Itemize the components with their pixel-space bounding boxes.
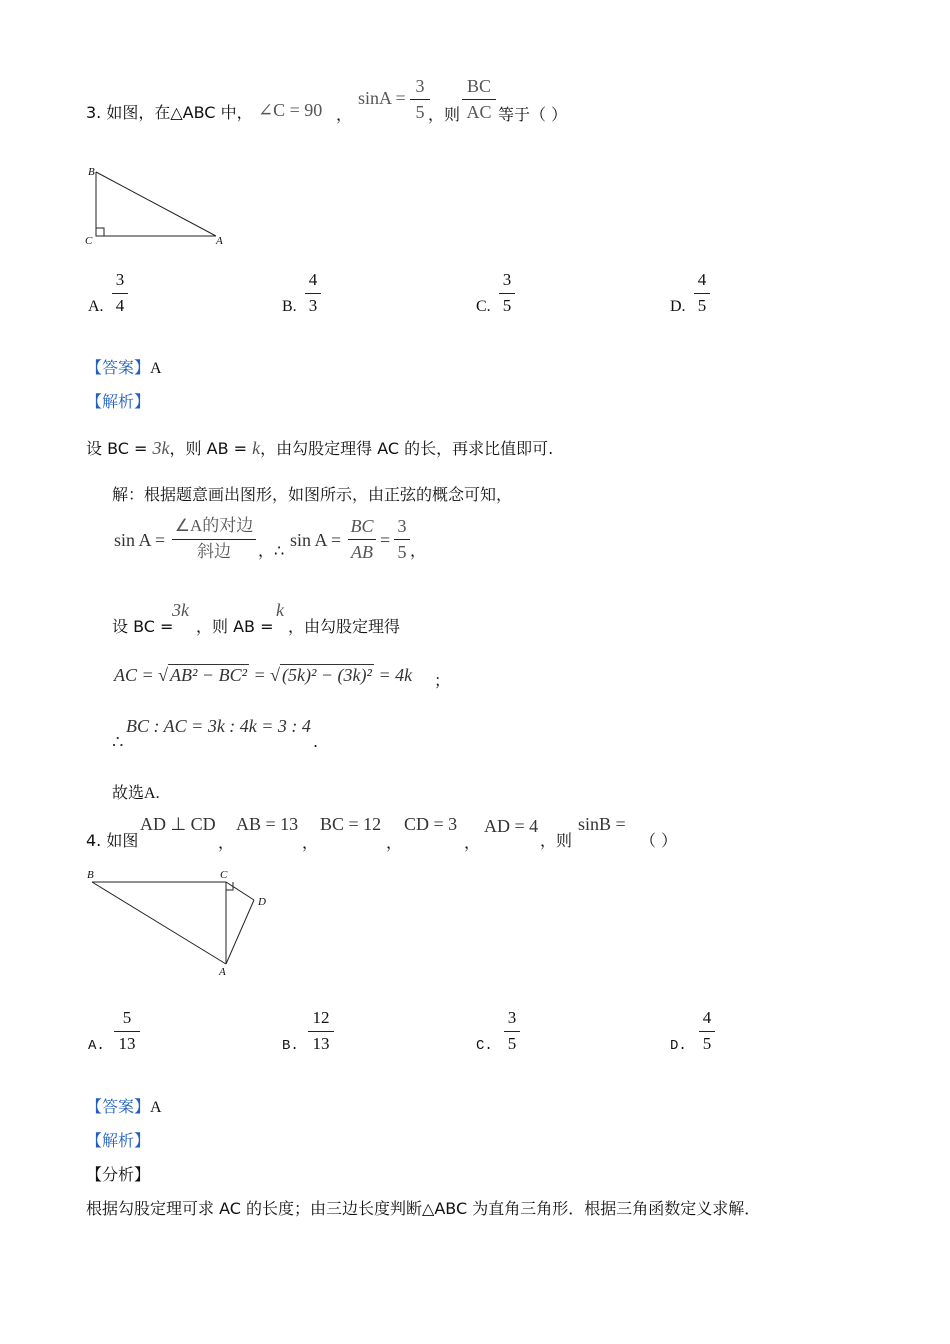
q3-sinA-den: 5 [415, 102, 425, 122]
q3-label-C: C [85, 235, 93, 247]
q4-option-c-den: 5 [507, 1034, 517, 1053]
q3-sin-val-frac1 [348, 516, 376, 562]
q3-sin-def-lhs: sin A = [114, 530, 166, 550]
q4-option-a-bar [114, 1031, 140, 1032]
q3-choose [112, 780, 160, 803]
q3-option-c-num: 3 [502, 270, 512, 289]
q4-cond-1: AD ⊥ CD [140, 814, 216, 834]
q3-label-B: B [88, 166, 95, 178]
q3-option-a-bar [112, 293, 128, 294]
q3-sqrt-sign-1: √ [158, 665, 169, 685]
q3-sinA-num: 3 [415, 76, 425, 96]
q3-ac-lhs: AC = [114, 665, 154, 685]
q4-option-d-bar [699, 1031, 715, 1032]
q3-choose-value: A. [144, 785, 160, 802]
q4-option-a[interactable] [88, 1038, 105, 1054]
q4-sep-1: ， [218, 833, 235, 852]
q4-label-C: C [220, 869, 228, 881]
q4-option-a-fraction [114, 1008, 140, 1054]
q3-therefore: ∴ [112, 732, 124, 752]
q3-stem [86, 100, 253, 123]
q3-ac-end: ； [434, 671, 451, 690]
q3-line1 [86, 436, 553, 459]
q4-option-c-fraction [504, 1008, 520, 1054]
q4-option-d-num: 4 [702, 1008, 712, 1027]
q4-label-A: A [219, 966, 226, 978]
q4-option-b-letter: B. [282, 1038, 299, 1054]
q3-option-c-letter: C. [476, 298, 491, 315]
q3-line1-d: k [252, 438, 261, 458]
q3-option-d-letter: D. [670, 298, 686, 315]
q4-option-d-letter: D. [670, 1038, 687, 1054]
q3-ac-equation [114, 664, 412, 686]
q4-option-b[interactable] [282, 1038, 299, 1054]
q4-option-c[interactable] [476, 1038, 493, 1054]
q4-answer-value: A [150, 1099, 162, 1116]
q4-option-c-num: 3 [507, 1008, 517, 1027]
q3-option-a-letter: A. [88, 298, 104, 315]
q3-option-b[interactable] [282, 298, 297, 316]
q4-option-d-fraction [699, 1008, 715, 1054]
q3-bcac-bar [462, 99, 496, 100]
q3-sin-val-num1: BC [350, 516, 374, 536]
q3-sin-def-sep: ，∴ [258, 541, 285, 560]
q3-ac-rad2: (5k)² − (3k)² [282, 665, 372, 685]
q4-option-d-den: 5 [702, 1034, 712, 1053]
q4-quadrilateral-figure [82, 868, 282, 978]
q3-option-d[interactable] [670, 298, 686, 316]
q4-edge-da [226, 900, 254, 964]
q4-cond-2: AB = 13 [236, 814, 299, 834]
q4-stem [86, 828, 138, 851]
q3-option-a-num: 3 [115, 270, 125, 289]
q4-sep-2: ， [302, 833, 319, 852]
q3-option-c-bar [499, 293, 515, 294]
q3-set-e: ，由勾股定理得 [288, 617, 401, 636]
q3-option-b-letter: B. [282, 298, 297, 315]
q4-option-c-bar [504, 1031, 520, 1032]
q3-option-d-bar [694, 293, 710, 294]
q3-answer-value: A [150, 360, 162, 377]
q4-option-b-num: 12 [312, 1008, 330, 1027]
q4-option-a-letter: A. [88, 1038, 105, 1054]
q3-answer-tag: 【答案】 [86, 358, 151, 377]
q3-ratio: BC : AC = 3k : 4k = 3 : 4 [126, 716, 311, 736]
q4-label-B: B [87, 869, 94, 881]
q4-cond-5: AD = 4 [484, 816, 539, 836]
q3-line1-b: 3k [152, 438, 170, 458]
q3-right-angle-mark [96, 228, 104, 236]
q3-sin-val-frac2 [394, 516, 410, 562]
q3-sin-val-den2: 5 [397, 542, 407, 562]
q4-option-a-num: 5 [122, 1008, 132, 1027]
q4-text-then: ，则 [540, 831, 573, 850]
q3-ac-rhs: = 4k [378, 665, 413, 685]
q3-edge-ba [96, 172, 216, 236]
q4-option-a-den: 13 [118, 1034, 136, 1053]
q3-sin-val-den1: AB [351, 542, 373, 562]
q3-answer [86, 355, 162, 378]
q3-sin-val-num2: 3 [397, 516, 407, 536]
q4-option-b-bar [308, 1031, 334, 1032]
q3-sin-val-eq: = [380, 530, 391, 550]
q3-option-b-bar [305, 293, 321, 294]
q3-angle: ∠C = 90 [258, 100, 323, 120]
q3-line1-e: ，由勾股定理得 AC 的长，再求比值即可. [260, 439, 554, 458]
q3-triangle-figure [82, 162, 232, 252]
q3-ac-rad1: AB² − BC² [170, 665, 247, 685]
q3-text-then: ，则 [428, 105, 461, 124]
q3-option-b-num: 4 [308, 270, 318, 289]
q4-sep-4: ， [464, 833, 481, 852]
q3-ratio-end: . [313, 732, 319, 751]
q4-option-d[interactable] [670, 1038, 687, 1054]
q3-text-after: 等于（ ） [498, 105, 568, 124]
q4-edge-ba [92, 882, 226, 964]
q4-fenxi-text: 根据勾股定理可求 AC 的长度；由三边长度判断△ABC 为直角三角形．根据三角函数定义求解． [86, 1199, 761, 1218]
q3-option-a-den: 4 [115, 296, 125, 315]
q4-option-b-fraction [308, 1008, 334, 1054]
q3-sin-val-end: ， [410, 541, 427, 560]
q4-number: 4. [86, 831, 102, 850]
q3-solution-intro: 解：根据题意画出图形，如图所示，由正弦的概念可知， [112, 485, 513, 504]
q4-option-b-den: 13 [312, 1034, 330, 1053]
q3-sin-def-num: ∠A的对边 [174, 516, 254, 535]
q4-answer [86, 1094, 162, 1117]
q4-cond-4: CD = 3 [404, 814, 458, 834]
q3-sin-def-bar [172, 539, 256, 540]
q3-sin-def-fraction [172, 516, 256, 562]
q3-option-b-den: 3 [308, 296, 318, 315]
q3-sqrt-sign-2: √ [270, 665, 281, 685]
q3-text-before: 如图，在△ABC 中， [106, 103, 253, 122]
q3-option-c-den: 5 [502, 296, 512, 315]
q4-option-c-letter: C. [476, 1038, 493, 1054]
q3-label-A: A [216, 235, 223, 247]
q4-sep-3: ， [386, 833, 403, 852]
q3-set-d: k [276, 600, 284, 620]
q3-sin-val-bar1 [348, 539, 376, 540]
q3-option-d-den: 5 [697, 296, 707, 315]
q3-option-d-fraction [694, 270, 710, 316]
q3-number: 3. [86, 103, 102, 122]
q4-answer-tag: 【答案】 [86, 1097, 151, 1116]
q3-option-a[interactable] [88, 298, 104, 316]
q3-sin-def-den: 斜边 [197, 542, 231, 561]
q4-paren: （ ） [640, 831, 678, 850]
q3-comma: ， [336, 105, 353, 124]
q3-sinA: sinA = [358, 88, 406, 108]
q3-bcac-fraction [462, 76, 496, 122]
q3-option-d-num: 4 [697, 270, 707, 289]
q3-option-c[interactable] [476, 298, 491, 316]
q3-analysis-tag: 【解析】 [86, 392, 151, 411]
q3-sinA-fraction [410, 76, 430, 122]
q3-option-b-fraction [305, 270, 321, 316]
q4-fenxi-tag: 【分析】 [86, 1165, 151, 1184]
q3-bcac-num: BC [466, 76, 491, 96]
q4-edge-cd [226, 882, 254, 900]
q3-set-a: 设 BC = [112, 617, 174, 636]
q3-line1-c: ，则 AB = [169, 439, 248, 458]
q3-set-b: 3k [172, 600, 189, 620]
q3-option-c-fraction [499, 270, 515, 316]
q3-ac-mid: = [253, 665, 266, 685]
q4-label-D: D [258, 896, 266, 908]
q3-set-c: ，则 AB = [196, 617, 274, 636]
q4-analysis-tag: 【解析】 [86, 1131, 151, 1150]
q3-choose-label: 故选 [112, 783, 145, 802]
q3-sinA-bar [410, 99, 430, 100]
q3-option-a-fraction [112, 270, 128, 316]
q3-sin-val-lhs: sin A = [290, 530, 342, 550]
q3-line1-a: 设 BC = [86, 439, 148, 458]
q3-bcac-den: AC [466, 102, 492, 122]
q4-text-before: 如图 [106, 831, 139, 850]
q4-cond-3: BC = 12 [320, 814, 382, 834]
q4-sinB: sinB = [578, 814, 626, 834]
q3-sin-val-bar2 [394, 539, 410, 540]
